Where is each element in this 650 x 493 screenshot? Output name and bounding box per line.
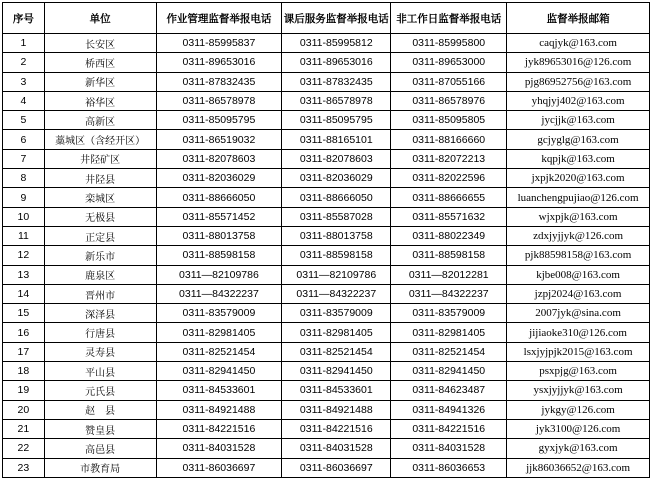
cell-unit: 井陉矿区 (44, 149, 156, 168)
header-homework-phone: 作业管理监督举报电话 (156, 3, 282, 34)
table-row (3, 304, 650, 323)
cell-email: jyk89653016@126.com (507, 53, 650, 72)
cell-unit: 新华区 (44, 72, 156, 91)
cell-email: kjbe008@163.com (507, 265, 650, 284)
cell-email: psxpjg@163.com (507, 362, 650, 381)
cell-afterschool-phone: 0311-88666050 (282, 188, 391, 207)
cell-email: luanchengpujiao@126.com (507, 188, 650, 207)
cell-index: 16 (3, 323, 45, 342)
cell-unit: 桥西区 (44, 53, 156, 72)
cell-afterschool-phone: 0311-86036697 (282, 458, 391, 477)
cell-index: 2 (3, 53, 45, 72)
cell-index: 15 (3, 304, 45, 323)
cell-unit: 晋州市 (44, 284, 156, 303)
cell-unit: 长安区 (44, 34, 156, 53)
table-row (3, 419, 650, 438)
cell-index: 5 (3, 111, 45, 130)
cell-afterschool-phone: 0311—82109786 (282, 265, 391, 284)
supervision-report-table (2, 2, 650, 478)
table-row (3, 362, 650, 381)
cell-homework-phone: 0311-89653016 (156, 53, 282, 72)
cell-index: 18 (3, 362, 45, 381)
cell-unit: 新乐市 (44, 246, 156, 265)
cell-afterschool-phone: 0311-88598158 (282, 246, 391, 265)
cell-afterschool-phone: 0311-82036029 (282, 169, 391, 188)
cell-afterschool-phone: 0311-88013758 (282, 226, 391, 245)
cell-unit: 高新区 (44, 111, 156, 130)
cell-nonworkday-phone: 0311-84031528 (391, 439, 507, 458)
table-row (3, 226, 650, 245)
cell-nonworkday-phone: 0311-88022349 (391, 226, 507, 245)
table-header-row (3, 3, 650, 34)
cell-index: 11 (3, 226, 45, 245)
cell-afterschool-phone: 0311-84533601 (282, 381, 391, 400)
cell-email: zdxjyjjyk@126.com (507, 226, 650, 245)
cell-nonworkday-phone: 0311-84623487 (391, 381, 507, 400)
cell-index: 20 (3, 400, 45, 419)
cell-index: 9 (3, 188, 45, 207)
cell-index: 3 (3, 72, 45, 91)
cell-index: 1 (3, 34, 45, 53)
cell-email: kqpjk@163.com (507, 149, 650, 168)
cell-unit: 鹿泉区 (44, 265, 156, 284)
cell-homework-phone: 0311-82078603 (156, 149, 282, 168)
cell-index: 8 (3, 169, 45, 188)
table-row (3, 381, 650, 400)
cell-afterschool-phone: 0311-83579009 (282, 304, 391, 323)
cell-homework-phone: 0311-82521454 (156, 342, 282, 361)
cell-unit: 无极县 (44, 207, 156, 226)
table-row (3, 149, 650, 168)
cell-unit: 高邑县 (44, 439, 156, 458)
cell-email: 2007jyk@sina.com (507, 304, 650, 323)
table-row (3, 111, 650, 130)
table-row (3, 458, 650, 477)
cell-nonworkday-phone: 0311-82022596 (391, 169, 507, 188)
cell-afterschool-phone: 0311-86578978 (282, 91, 391, 110)
cell-afterschool-phone: 0311-85095795 (282, 111, 391, 130)
cell-nonworkday-phone: 0311-88166660 (391, 130, 507, 149)
cell-homework-phone: 0311-87832435 (156, 72, 282, 91)
cell-unit: 正定县 (44, 226, 156, 245)
cell-email: gyxjyk@163.com (507, 439, 650, 458)
cell-homework-phone: 0311-84921488 (156, 400, 282, 419)
cell-homework-phone: 0311-88598158 (156, 246, 282, 265)
cell-unit: 赵 县 (44, 400, 156, 419)
cell-index: 4 (3, 91, 45, 110)
cell-nonworkday-phone: 0311-87055166 (391, 72, 507, 91)
header-index: 序号 (3, 3, 45, 34)
table-row (3, 323, 650, 342)
cell-homework-phone: 0311-86519032 (156, 130, 282, 149)
cell-afterschool-phone: 0311-88165101 (282, 130, 391, 149)
cell-index: 23 (3, 458, 45, 477)
cell-email: jxpjk2020@163.com (507, 169, 650, 188)
table-row (3, 130, 650, 149)
cell-afterschool-phone: 0311-84031528 (282, 439, 391, 458)
cell-homework-phone: 0311—84322237 (156, 284, 282, 303)
cell-nonworkday-phone: 0311-86578976 (391, 91, 507, 110)
cell-nonworkday-phone: 0311-82072213 (391, 149, 507, 168)
cell-nonworkday-phone: 0311-83579009 (391, 304, 507, 323)
cell-nonworkday-phone: 0311-82981405 (391, 323, 507, 342)
cell-email: jzpj2024@163.com (507, 284, 650, 303)
cell-email: jyk3100@126.com (507, 419, 650, 438)
table-row (3, 34, 650, 53)
cell-email: yhqjyj402@163.com (507, 91, 650, 110)
cell-afterschool-phone: 0311-82078603 (282, 149, 391, 168)
cell-index: 7 (3, 149, 45, 168)
cell-unit: 裕华区 (44, 91, 156, 110)
table-row (3, 342, 650, 361)
cell-index: 22 (3, 439, 45, 458)
cell-index: 10 (3, 207, 45, 226)
cell-email: jjk86036652@163.com (507, 458, 650, 477)
cell-index: 12 (3, 246, 45, 265)
cell-index: 14 (3, 284, 45, 303)
header-nonworkday-phone: 非工作日监督举报电话 (391, 3, 507, 34)
cell-unit: 藁城区（含经开区） (44, 130, 156, 149)
cell-nonworkday-phone: 0311-84221516 (391, 419, 507, 438)
cell-email: jycjjk@163.com (507, 111, 650, 130)
cell-unit: 元氏县 (44, 381, 156, 400)
cell-homework-phone: 0311-84031528 (156, 439, 282, 458)
cell-homework-phone: 0311-82941450 (156, 362, 282, 381)
cell-nonworkday-phone: 0311-86036653 (391, 458, 507, 477)
cell-nonworkday-phone: 0311-82941450 (391, 362, 507, 381)
cell-afterschool-phone: 0311—84322237 (282, 284, 391, 303)
cell-homework-phone: 0311-84221516 (156, 419, 282, 438)
cell-nonworkday-phone: 0311-82521454 (391, 342, 507, 361)
cell-homework-phone: 0311-82036029 (156, 169, 282, 188)
header-afterschool-phone: 课后服务监督举报电话 (282, 3, 391, 34)
cell-homework-phone: 0311-84533601 (156, 381, 282, 400)
cell-unit: 灵寿县 (44, 342, 156, 361)
cell-nonworkday-phone: 0311-84941326 (391, 400, 507, 419)
table-row (3, 53, 650, 72)
cell-nonworkday-phone: 0311-89653000 (391, 53, 507, 72)
cell-email: gcjyglg@163.com (507, 130, 650, 149)
cell-afterschool-phone: 0311-84221516 (282, 419, 391, 438)
cell-email: ysxjyjjyk@163.com (507, 381, 650, 400)
cell-nonworkday-phone: 0311-85095805 (391, 111, 507, 130)
cell-nonworkday-phone: 0311—84322237 (391, 284, 507, 303)
cell-index: 13 (3, 265, 45, 284)
cell-nonworkday-phone: 0311-85995800 (391, 34, 507, 53)
cell-nonworkday-phone: 0311—82012281 (391, 265, 507, 284)
cell-homework-phone: 0311—82109786 (156, 265, 282, 284)
cell-unit: 栾城区 (44, 188, 156, 207)
cell-homework-phone: 0311-86036697 (156, 458, 282, 477)
cell-homework-phone: 0311-86578978 (156, 91, 282, 110)
cell-afterschool-phone: 0311-87832435 (282, 72, 391, 91)
cell-unit: 井陉县 (44, 169, 156, 188)
table-row (3, 439, 650, 458)
cell-nonworkday-phone: 0311-85571632 (391, 207, 507, 226)
cell-afterschool-phone: 0311-84921488 (282, 400, 391, 419)
cell-email: jijiaoke310@126.com (507, 323, 650, 342)
cell-afterschool-phone: 0311-89653016 (282, 53, 391, 72)
cell-afterschool-phone: 0311-82521454 (282, 342, 391, 361)
table-row (3, 284, 650, 303)
cell-email: wjxpjk@163.com (507, 207, 650, 226)
cell-homework-phone: 0311-85095795 (156, 111, 282, 130)
cell-afterschool-phone: 0311-85995812 (282, 34, 391, 53)
table-row (3, 265, 650, 284)
cell-unit: 市教育局 (44, 458, 156, 477)
table-row (3, 72, 650, 91)
cell-index: 21 (3, 419, 45, 438)
cell-afterschool-phone: 0311-85587028 (282, 207, 391, 226)
cell-email: jykgy@126.com (507, 400, 650, 419)
cell-homework-phone: 0311-85571452 (156, 207, 282, 226)
header-email: 监督举报邮箱 (507, 3, 650, 34)
table-row (3, 207, 650, 226)
cell-homework-phone: 0311-88013758 (156, 226, 282, 245)
cell-homework-phone: 0311-82981405 (156, 323, 282, 342)
cell-homework-phone: 0311-88666050 (156, 188, 282, 207)
cell-index: 6 (3, 130, 45, 149)
cell-unit: 行唐县 (44, 323, 156, 342)
table-row (3, 188, 650, 207)
cell-email: pjk88598158@163.com (507, 246, 650, 265)
cell-unit: 赞皇县 (44, 419, 156, 438)
cell-email: caqjyk@163.com (507, 34, 650, 53)
cell-nonworkday-phone: 0311-88598158 (391, 246, 507, 265)
table-row (3, 400, 650, 419)
cell-homework-phone: 0311-85995837 (156, 34, 282, 53)
cell-unit: 深泽县 (44, 304, 156, 323)
table-row (3, 91, 650, 110)
cell-email: lsxjyjpjk2015@163.com (507, 342, 650, 361)
cell-nonworkday-phone: 0311-88666655 (391, 188, 507, 207)
header-unit: 单位 (44, 3, 156, 34)
cell-homework-phone: 0311-83579009 (156, 304, 282, 323)
cell-email: pjg86952756@163.com (507, 72, 650, 91)
cell-afterschool-phone: 0311-82981405 (282, 323, 391, 342)
cell-unit: 平山县 (44, 362, 156, 381)
cell-index: 17 (3, 342, 45, 361)
cell-afterschool-phone: 0311-82941450 (282, 362, 391, 381)
cell-index: 19 (3, 381, 45, 400)
table-row (3, 169, 650, 188)
table-row (3, 246, 650, 265)
